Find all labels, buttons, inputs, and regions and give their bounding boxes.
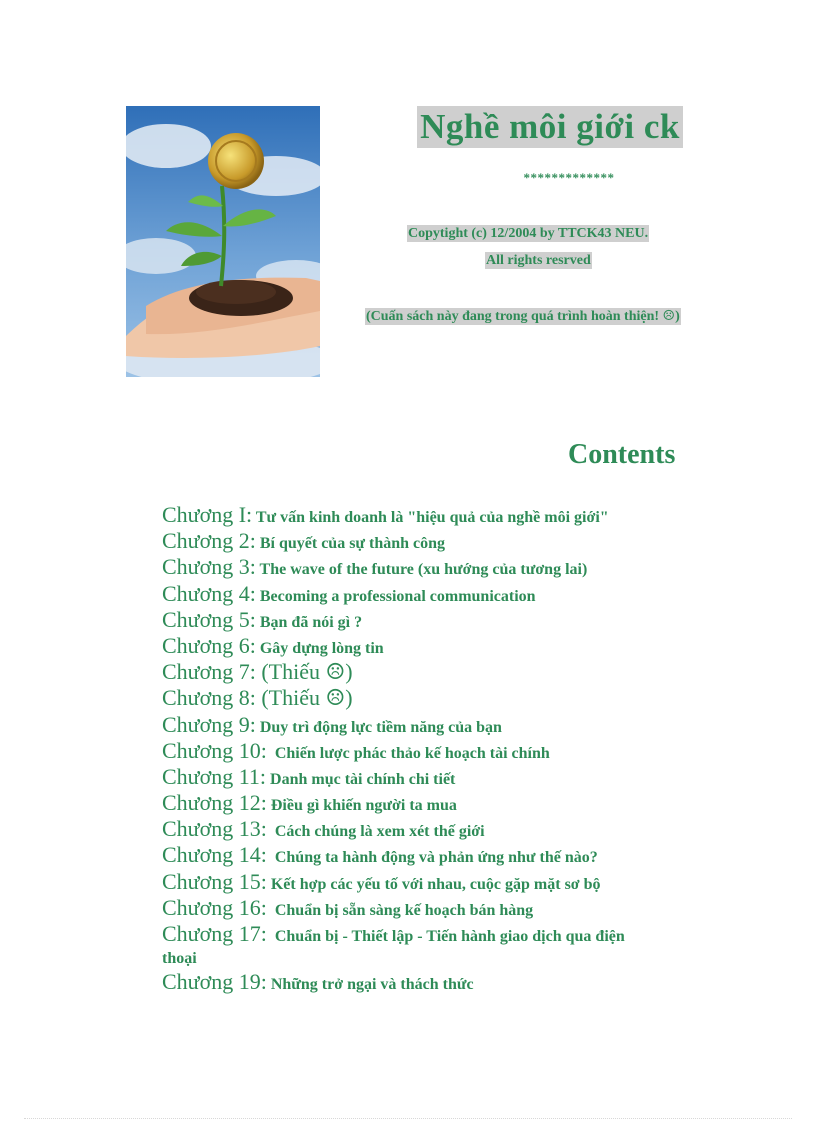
chapter-number: Chương I: (162, 502, 253, 527)
contents-heading: Contents (568, 439, 676, 470)
copyright-line: Copytight (c) 12/2004 by TTCK43 NEU. (408, 226, 649, 241)
chapter-title: Bí quyết của sự thành công (255, 535, 446, 553)
toc-entry (162, 842, 742, 868)
chapter-number: Chương 16: (162, 894, 267, 920)
chapter-number: Chương 5: (162, 606, 256, 632)
chapter-title: Chuẩn bị sẵn sàng kế hoạch bán hàng (266, 901, 534, 919)
toc-entry (162, 869, 742, 895)
toc-entry (162, 685, 742, 711)
toc-entry (162, 921, 742, 969)
chapter-number: Chương 15: (162, 868, 267, 894)
chapter-title: Chúng ta hành động và phản ứng như thế nào? (266, 849, 598, 867)
chapter-title: The wave of the future (xu hướng của tương lai) (255, 561, 588, 579)
chapter-title: (Thiếu ☹) (255, 659, 353, 685)
chapter-title: Duy trì động lực tiềm năng của bạn (255, 718, 502, 736)
chapter-title: Điều gì khiến người ta mua (266, 797, 457, 815)
chapter-title: Gây dựng lòng tin (255, 639, 384, 657)
chapter-number: Chương 13: (162, 816, 267, 842)
chapter-number: Chương 4: (162, 580, 256, 606)
chapter-title: Bạn đã nói gì ? (255, 613, 363, 631)
toc-entry (162, 633, 742, 659)
toc-entry (162, 712, 742, 738)
page-bottom-divider (24, 1118, 792, 1119)
toc-entry (162, 581, 742, 607)
chapter-title: Chiến lược phác thảo kế hoạch tài chính (266, 744, 550, 762)
chapter-number: Chương 3: (162, 554, 256, 580)
chapter-title: Danh mục tài chính chi tiết (266, 770, 456, 788)
chapter-title-continuation: thoại (162, 950, 197, 968)
chapter-number: Chương 6: (162, 632, 256, 658)
work-in-progress-note: (Cuấn sách này đang trong quá trình hoàn thiện! ☹) (366, 309, 680, 324)
table-of-contents (162, 502, 742, 996)
chapter-number: Chương 2: (162, 528, 256, 554)
title-separator: ************* (523, 170, 615, 185)
plant-with-coin-in-hands-image (126, 106, 320, 377)
chapter-number: Chương 8: (162, 685, 256, 711)
chapter-title: Tư vấn kinh doanh là "hiệu quả của nghề môi giới" (252, 509, 609, 526)
toc-entry (162, 659, 742, 685)
chapter-title: Kết hợp các yếu tố với nhau, cuộc gặp mặt sơ bộ (266, 875, 601, 893)
toc-entry (162, 816, 742, 842)
chapter-number: Chương 9: (162, 711, 256, 737)
toc-entry (162, 554, 742, 580)
chapter-number: Chương 12: (162, 790, 267, 816)
chapter-title: Cách chúng là xem xét thế giới (266, 823, 485, 841)
chapter-title: Những trở ngại và thách thức (266, 976, 474, 994)
chapter-number: Chương 11: (162, 763, 267, 789)
toc-entry (162, 738, 742, 764)
chapter-number: Chương 19: (162, 969, 267, 995)
chapter-number: Chương 17: (162, 921, 267, 946)
chapter-number: Chương 14: (162, 842, 267, 868)
toc-entry (162, 969, 742, 995)
toc-entry (162, 502, 742, 528)
toc-entry (162, 790, 742, 816)
toc-entry (162, 528, 742, 554)
toc-entry (162, 607, 742, 633)
toc-entry (162, 895, 742, 921)
chapter-title: Chuẩn bị - Thiết lập - Tiến hành giao dịch qua điện (266, 928, 625, 945)
chapter-number: Chương 7: (162, 659, 256, 685)
toc-entry (162, 764, 742, 790)
chapter-number: Chương 10: (162, 737, 267, 763)
chapter-title: (Thiếu ☹) (255, 685, 353, 711)
chapter-title: Becoming a professional communication (255, 587, 536, 605)
cover-image (126, 106, 320, 377)
document-title: Nghề môi giới ck (417, 106, 683, 148)
rights-line: All rights resrved (486, 253, 591, 268)
